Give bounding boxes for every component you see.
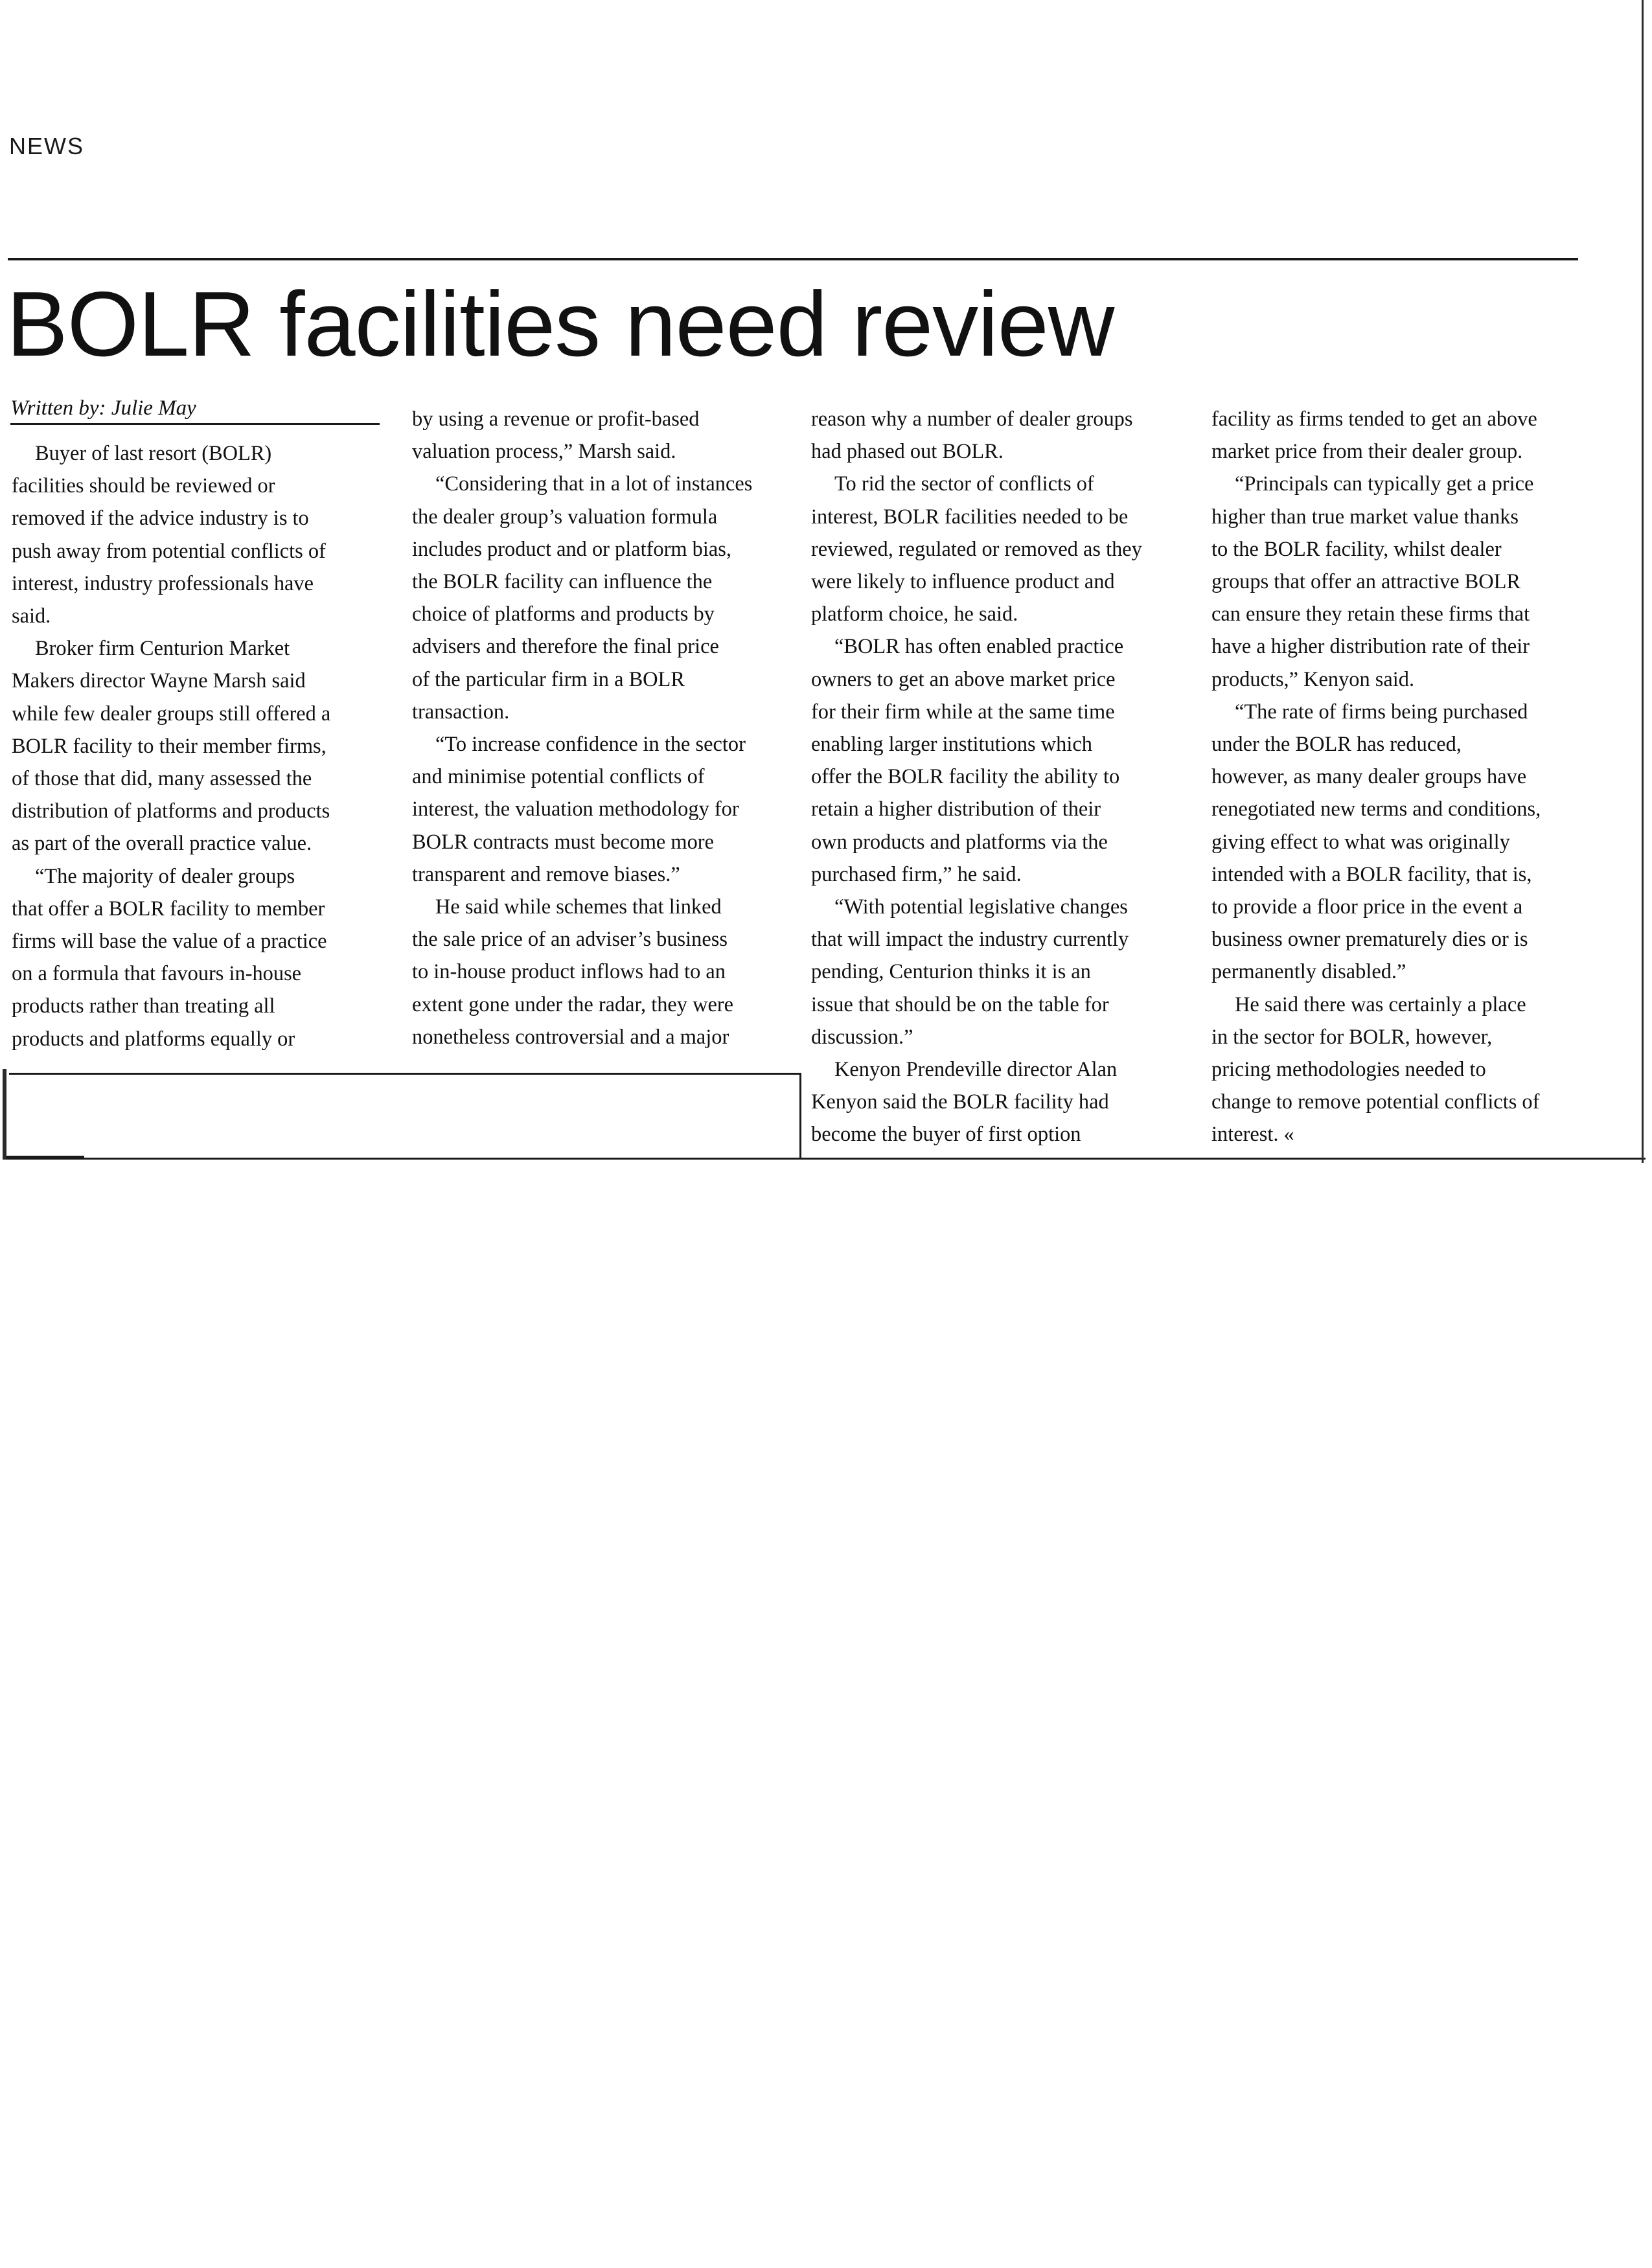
article-line: as part of the overall practice value. <box>12 832 312 856</box>
article-line: interest. « <box>1211 1123 1294 1147</box>
article-line: Kenyon Prendeville director Alan <box>834 1058 1118 1082</box>
article-line: transparent and remove biases.” <box>412 862 680 886</box>
article-line: by using a revenue or profit-based <box>412 407 700 431</box>
article-line: BOLR contracts must become more <box>412 830 714 854</box>
article-line: platform choice, he said. <box>811 602 1018 626</box>
bottom-rule-mark <box>6 1156 84 1160</box>
article-line: pricing methodologies needed to <box>1211 1058 1486 1082</box>
article-line: higher than true market value thanks <box>1211 505 1519 529</box>
article-line: advisers and therefore the final price <box>412 635 719 659</box>
article-line: become the buyer of first option <box>811 1123 1081 1147</box>
article-line: retain a higher distribution of their <box>811 797 1101 821</box>
article-line: To rid the sector of conflicts of <box>834 472 1094 496</box>
article-line: He said while schemes that linked <box>435 895 722 919</box>
article-line: Makers director Wayne Marsh said <box>12 669 306 693</box>
article-column-4 <box>1211 403 1581 1151</box>
article-line: choice of platforms and products by <box>412 602 715 626</box>
article-line: “BOLR has often enabled practice <box>834 635 1124 659</box>
article-line: enabling larger institutions which <box>811 733 1092 757</box>
article-line: have a higher distribution rate of their <box>1211 635 1530 659</box>
article-line: on a formula that favours in-house <box>12 962 302 986</box>
article-line: were likely to influence product and <box>811 570 1115 594</box>
article-line: of those that did, many assessed the <box>12 767 312 791</box>
article-line: own products and platforms via the <box>811 830 1108 854</box>
article-line: reason why a number of dealer groups <box>811 407 1133 431</box>
article-line: Buyer of last resort (BOLR) <box>35 442 272 465</box>
article-line: distribution of platforms and products <box>12 799 330 823</box>
article-line: owners to get an above market price <box>811 667 1116 691</box>
article-line: under the BOLR has reduced, <box>1211 733 1462 757</box>
article-line: facility as firms tended to get an above <box>1211 407 1537 431</box>
article-line: “To increase confidence in the sector <box>435 733 746 757</box>
article-line: firms will base the value of a practice <box>12 930 327 954</box>
scan-edge-right <box>1642 0 1644 1163</box>
article-line: “The rate of firms being purchased <box>1235 700 1528 724</box>
article-line: change to remove potential conflicts of <box>1211 1090 1540 1114</box>
article-line: while few dealer groups still offered a <box>12 702 331 726</box>
article-line: business owner prematurely dies or is <box>1211 928 1528 952</box>
byline: Written by: Julie May <box>10 396 380 425</box>
article-line: to provide a floor price in the event a <box>1211 895 1523 919</box>
article-column-2 <box>412 403 788 1053</box>
section-label: NEWS <box>9 133 84 159</box>
article-line: extent gone under the radar, they were <box>412 992 734 1016</box>
article-line: BOLR facility to their member firms, <box>12 734 327 758</box>
article-line: can ensure they retain these firms that <box>1211 602 1530 626</box>
article-line: products,” Kenyon said. <box>1211 667 1415 691</box>
article-line: interest, BOLR facilities needed to be <box>811 505 1129 529</box>
article-column-1 <box>12 437 374 1055</box>
article-line: transaction. <box>412 700 510 724</box>
article-line: that offer a BOLR facility to member <box>12 897 325 921</box>
article-line: products rather than treating all <box>12 994 275 1018</box>
article-line: that will impact the industry currently <box>811 928 1129 952</box>
article-line: issue that should be on the table for <box>811 992 1109 1016</box>
article-line: offer the BOLR facility the ability to <box>811 765 1120 789</box>
article-line: “The majority of dealer groups <box>35 864 295 888</box>
article-line: the sale price of an adviser’s business <box>412 928 728 952</box>
article-line: Broker firm Centurion Market <box>35 637 290 661</box>
article-line: interest, industry professionals have <box>12 571 314 595</box>
article-line: had phased out BOLR. <box>811 440 1004 464</box>
article-line: to the BOLR facility, whilst dealer <box>1211 537 1502 561</box>
box-rule-horizontal <box>9 1073 801 1075</box>
article-line: giving effect to what was originally <box>1211 830 1510 854</box>
article-line: however, as many dealer groups have <box>1211 765 1527 789</box>
article-line: intended with a BOLR facility, that is, <box>1211 862 1532 886</box>
article-line: interest, the valuation methodology for <box>412 797 739 821</box>
article-line: products and platforms equally or <box>12 1027 295 1051</box>
bottom-rule <box>6 1158 1646 1160</box>
article-line: facilities should be reviewed or <box>12 474 275 498</box>
article-column-3 <box>811 403 1187 1151</box>
article-line: said. <box>12 604 51 628</box>
article-line: push away from potential conflicts of <box>12 539 326 563</box>
article-line: “Considering that in a lot of instances <box>435 472 753 496</box>
scan-edge-left <box>3 1069 6 1160</box>
article-line: He said there was certainly a place <box>1235 992 1526 1016</box>
article-line: for their firm while at the same time <box>811 700 1115 724</box>
article-line: and minimise potential conflicts of <box>412 765 705 789</box>
article-line: Kenyon said the BOLR facility had <box>811 1090 1109 1114</box>
article-line: the BOLR facility can influence the <box>412 570 713 594</box>
article-line: renegotiated new terms and conditions, <box>1211 797 1541 821</box>
box-rule-vertical <box>799 1073 801 1160</box>
top-rule <box>8 258 1578 260</box>
article-line: market price from their dealer group. <box>1211 440 1523 464</box>
article-line: nonetheless controversial and a major <box>412 1025 729 1049</box>
article-line: removed if the advice industry is to <box>12 507 309 531</box>
article-line: the dealer group’s valuation formula <box>412 505 718 529</box>
article-line: discussion.” <box>811 1025 913 1049</box>
article-line: “Principals can typically get a price <box>1235 472 1534 496</box>
article-line: of the particular firm in a BOLR <box>412 667 685 691</box>
headline: BOLR facilities need review <box>6 273 1114 376</box>
article-line: groups that offer an attractive BOLR <box>1211 570 1521 594</box>
article-line: valuation process,” Marsh said. <box>412 440 676 464</box>
article-line: in the sector for BOLR, however, <box>1211 1025 1493 1049</box>
article-line: includes product and or platform bias, <box>412 537 731 561</box>
article-line: purchased firm,” he said. <box>811 862 1022 886</box>
article-line: to in-house product inflows had to an <box>412 960 726 984</box>
article-line: reviewed, regulated or removed as they <box>811 537 1142 561</box>
article-line: “With potential legislative changes <box>834 895 1128 919</box>
article-line: pending, Centurion thinks it is an <box>811 960 1091 984</box>
article-line: permanently disabled.” <box>1211 960 1406 984</box>
